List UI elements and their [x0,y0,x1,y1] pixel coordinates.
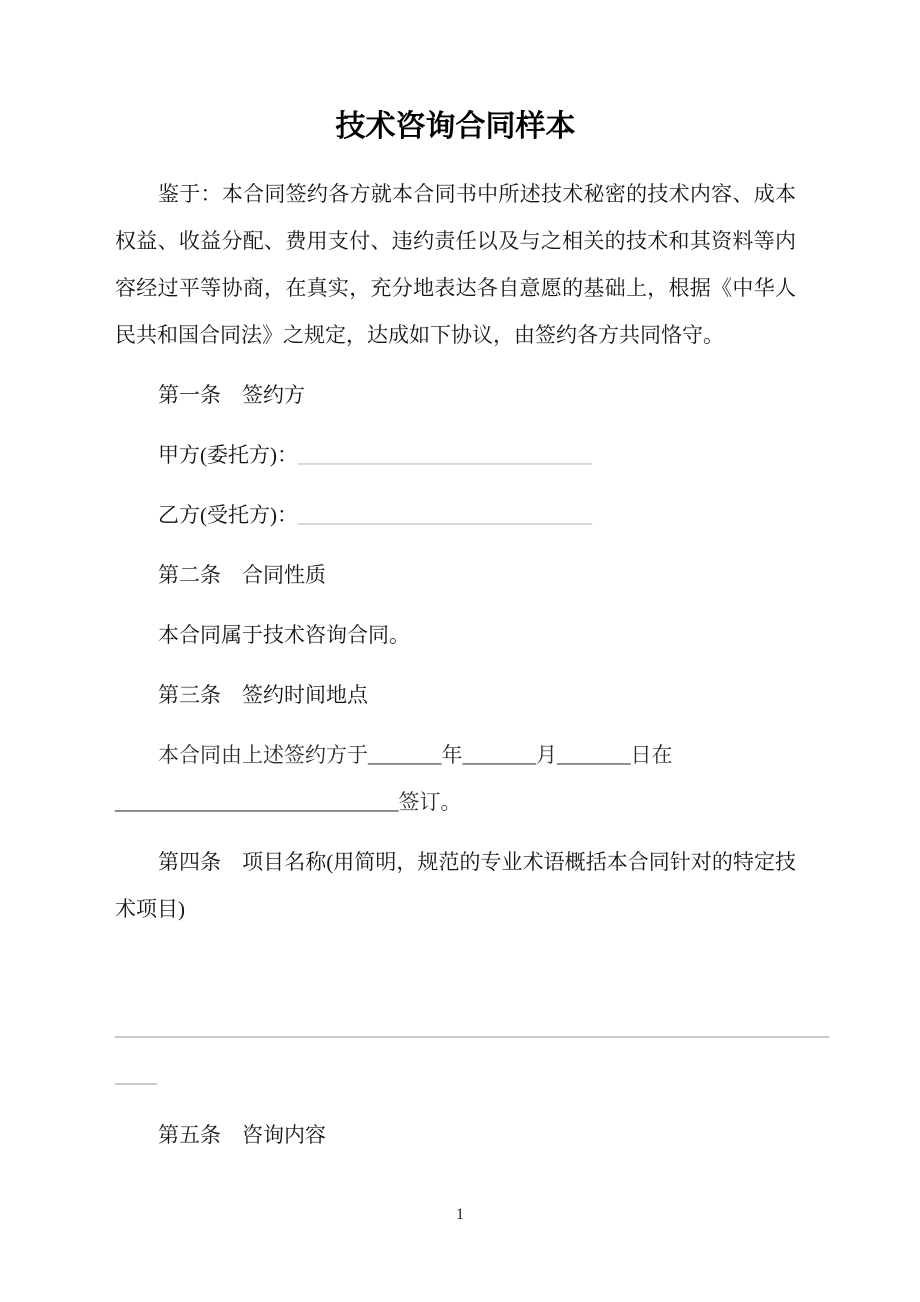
party-b-blank-field: ____________________________ [298,503,592,527]
party-a-label: 甲方(委托方)： [158,443,298,467]
page-number: 1 [456,1206,464,1223]
article-2-heading: 第二条 合同性质 [158,563,326,587]
article-3-sign-line: ___________________________签订。 [115,790,462,814]
article-3-heading: 第三条 签约时间地点 [158,683,368,707]
document-content [115,0,829,1159]
preamble-paragraph: 鉴于：本合同签约各方就本合同书中所述技术秘密的技术内容、成本权益、收益分配、费用支付、违约责任以及与之相关的技术和其资料等内容经过平等协商，在真实，充分地表达各自意愿的基础上，根据《中华人民共和国合同法》之规定，达成如下协议，由签约各方共同恪守。 [115,182,796,347]
article-1-heading: 第一条 签约方 [158,383,305,407]
article-4-blank-rule-long: ____________________________________________________________________ [115,1016,829,1040]
party-a-line [115,432,796,479]
article-5-heading: 第五条 咨询内容 [158,1123,326,1147]
article-3-date-line: 本合同由上述签约方于_______年_______月_______日在 [158,743,673,767]
article-2-body: 本合同属于技术咨询合同。 [158,623,410,647]
party-a-blank-field: ____________________________ [298,443,592,467]
party-b-label: 乙方(受托方)： [158,503,298,527]
party-b-line [115,492,796,539]
article-4-blank-rule-short: ____ [115,1063,157,1087]
article-4-heading: 第四条 项目名称(用简明，规范的专业术语概括本合同针对的特定技术项目) [115,850,796,921]
document-title: 技术咨询合同样本 [335,110,576,143]
